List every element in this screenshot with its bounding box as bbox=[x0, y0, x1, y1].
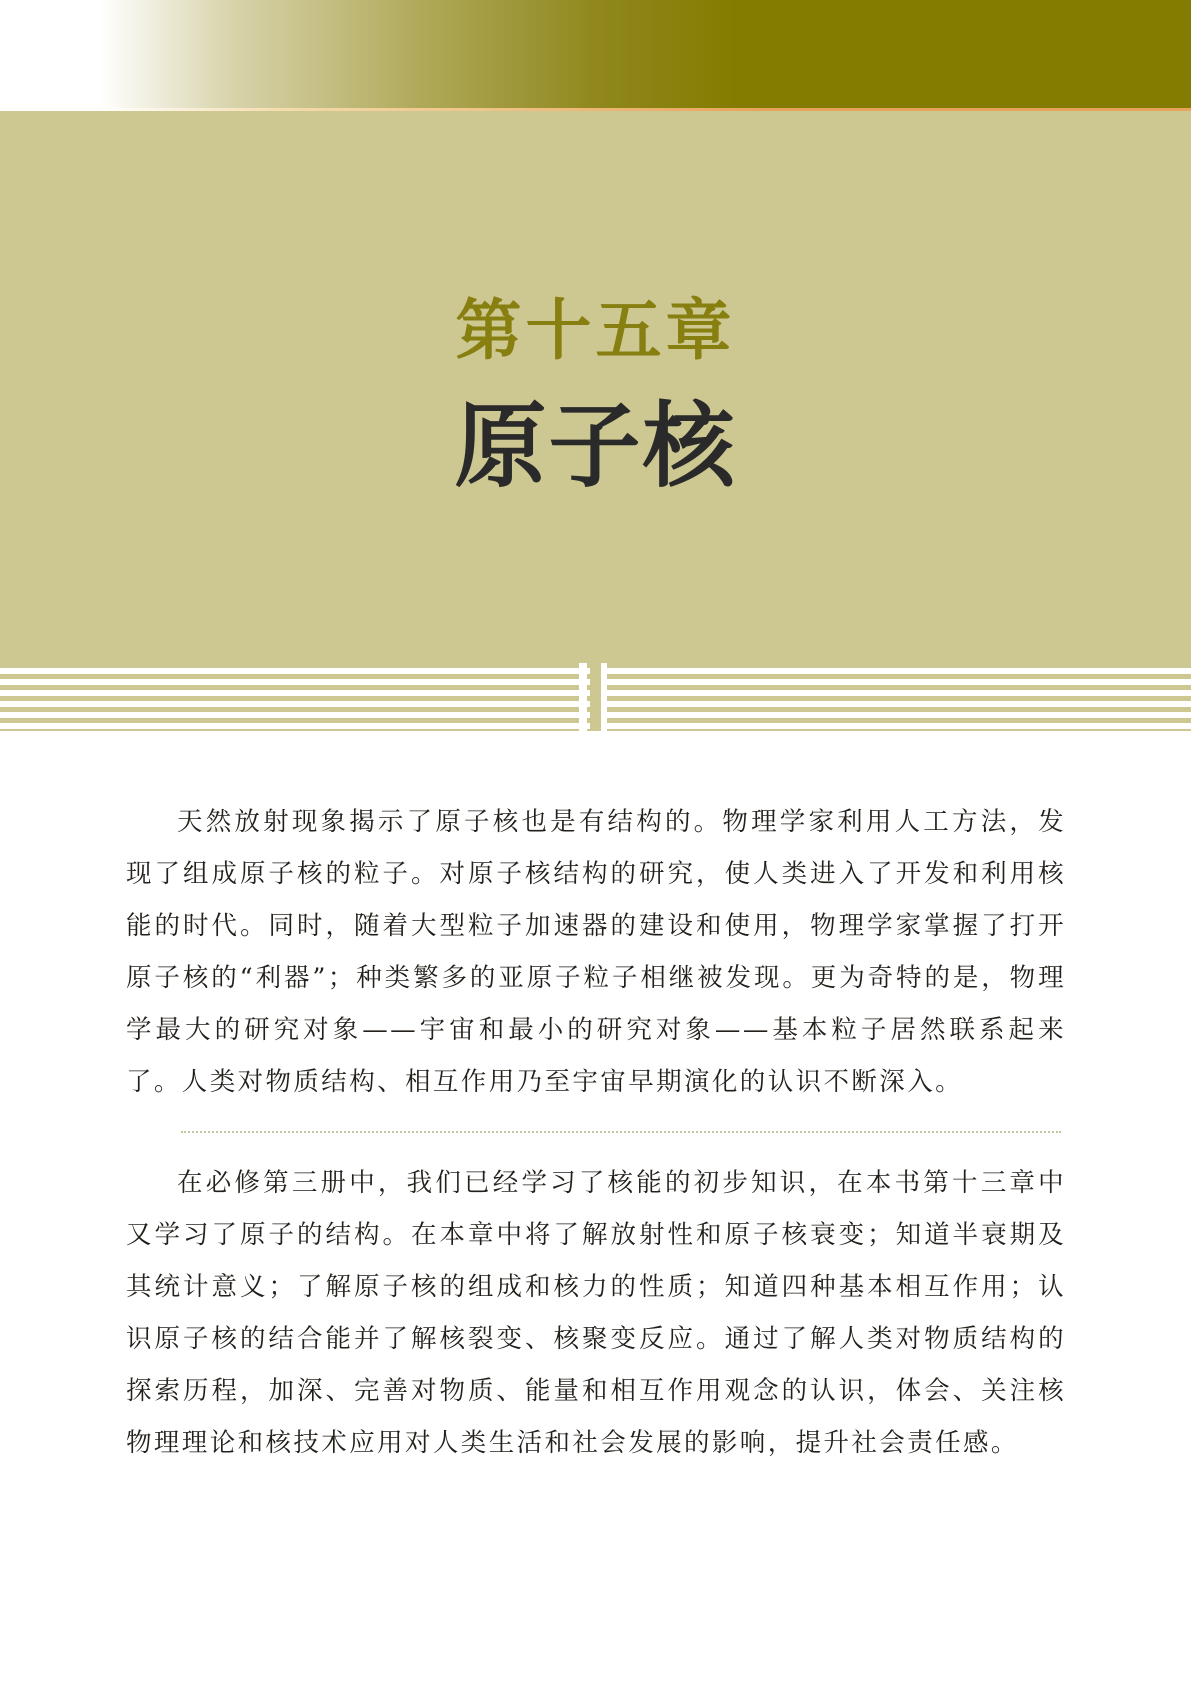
stripes-divider-bar bbox=[590, 663, 601, 731]
stripes-divider-gap-right bbox=[601, 663, 607, 731]
top-gradient-band bbox=[0, 0, 1191, 108]
intro-paragraph-1: 天然放射现象揭示了原子核也是有结构的。物理学家利用人工方法，发现了组成原子核的粒子。对原子核结构的研究，使人类进入了开发和利用核能的时代。同时，随着大型粒子加速器的建设和使用，物理学家掌握了打开原子核的“利器”；种类繁多的亚原子粒子相继被发现。更为奇特的是，物理学最大的研究对象——宇宙和最小的研究对象——基本粒子居然联系起来了。人类对物质结构、相互作用乃至宇宙早期演化的认识不断深入。 bbox=[126, 807, 1066, 1097]
stripes-divider-gap bbox=[579, 663, 587, 731]
chapter-title: 原子核 bbox=[454, 393, 737, 500]
dotted-divider bbox=[181, 1131, 1061, 1133]
chapter-number: 第十五章 bbox=[455, 291, 736, 369]
intro-paragraph-2: 在必修第三册中，我们已经学习了核能的初步知识，在本书第十三章中又学习了原子的结构。在本章中将了解放射性和原子核衰变；知道半衰期及其统计意义；了解原子核的组成和核力的性质；知道四种基本相互作用；认识原子核的结合能并了解核裂变、核聚变反应。通过了解人类对物质结构的探索历程，加深、完善对物质、能量和相互作用观念的认识，体会、关注核物理理论和核技术应用对人类生活和社会发展的影响，提升社会责任感。 bbox=[126, 1168, 1066, 1458]
chapter-title-panel bbox=[0, 111, 1191, 663]
